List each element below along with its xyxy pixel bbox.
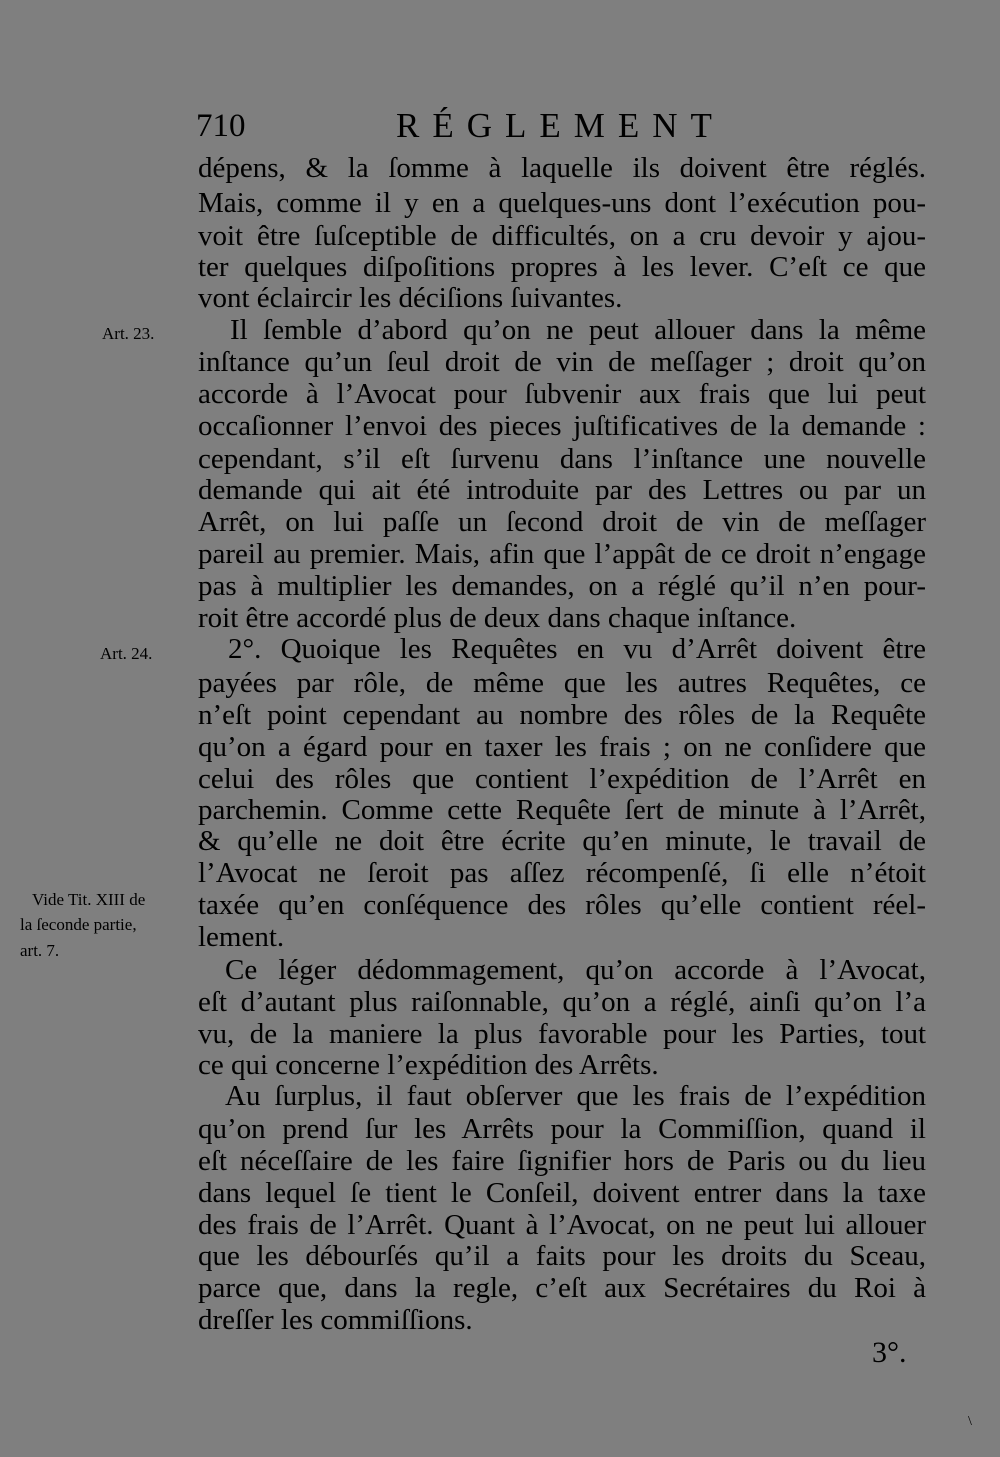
margin-note-cross-reference: art. 7. bbox=[20, 941, 60, 960]
text-line: payées par rôle, de même que les autres Requêtes, ce bbox=[198, 667, 926, 699]
text-line: parchemin. Comme cette Requête ſert de minute à l’Arrêt, bbox=[198, 794, 926, 826]
margin-note-article-23: Art. 23. bbox=[102, 324, 155, 343]
page-corner-mark: \ bbox=[968, 1414, 972, 1429]
margin-note-cross-reference: la ſeconde partie, bbox=[20, 915, 137, 934]
text-line: que les débourſés qu’il a faits pour les droits du Sceau, bbox=[198, 1240, 926, 1272]
text-line: l’Avocat ne ſeroit pas aſſez récompenſé, ſi elle n’étoit bbox=[198, 857, 926, 889]
text-line: voit être ſuſceptible de difficultés, on a cru devoir y ajou- bbox=[198, 220, 926, 252]
text-line: cependant, s’il eſt ſurvenu dans l’inſtance une nouvelle bbox=[198, 443, 926, 475]
running-title: RÉGLEMENT bbox=[396, 106, 725, 145]
text-line: des frais de l’Arrêt. Quant à l’Avocat, on ne peut lui allouer bbox=[198, 1209, 926, 1241]
text-line: dépens, & la ſomme à laquelle ils doivent être réglés. bbox=[198, 152, 926, 184]
text-line: Ce léger dédommagement, qu’on accorde à l’Avocat, bbox=[225, 954, 926, 986]
text-line: Arrêt, on lui paſſe un ſecond droit de vin de meſſager bbox=[198, 506, 926, 538]
text-line: inſtance qu’un ſeul droit de vin de meſſager ; droit qu’on bbox=[198, 346, 926, 378]
text-line: demande qui ait été introduite par des Lettres ou par un bbox=[198, 474, 926, 506]
text-line: lement. bbox=[198, 921, 285, 953]
text-line: qu’on prend ſur les Arrêts pour la Commiſſion, quand il bbox=[198, 1113, 926, 1145]
text-line: parce que, dans la regle, c’eſt aux Secrétaires du Roi à bbox=[198, 1272, 926, 1304]
margin-note-cross-reference: Vide Tit. XIII de bbox=[32, 890, 146, 909]
text-line: taxée qu’en conſéquence des rôles qu’elle contient réel- bbox=[198, 889, 926, 921]
page-number: 710 bbox=[196, 108, 246, 144]
text-line: celui des rôles que contient l’expédition de l’Arrêt en bbox=[198, 763, 926, 795]
text-line: eſt d’autant plus raiſonnable, qu’on a réglé, ainſi qu’on l’a bbox=[198, 986, 926, 1018]
text-line: occaſionner l’envoi des pieces juſtificatives de la demande : bbox=[198, 410, 926, 442]
text-line: Il ſemble d’abord qu’on ne peut allouer dans la même bbox=[230, 314, 926, 346]
text-line: vont éclaircir les déciſions ſuivantes. bbox=[198, 282, 623, 314]
margin-note-article-24: Art. 24. bbox=[100, 644, 153, 663]
text-line: dreſſer les commiſſions. bbox=[198, 1304, 473, 1336]
text-line: n’eſt point cependant au nombre des rôles de la Requête bbox=[198, 699, 926, 731]
text-line: pareil au premier. Mais, afin que l’appât de ce droit n’engage bbox=[198, 538, 926, 570]
text-line: ter quelques diſpoſitions propres à les lever. C’eſt ce que bbox=[198, 251, 926, 283]
text-line: vu, de la maniere la plus favorable pour les Parties, tout bbox=[198, 1018, 926, 1050]
catchword: 3°. bbox=[872, 1336, 907, 1369]
text-line: qu’on a égard pour en taxer les frais ; on ne conſidere que bbox=[198, 731, 926, 763]
text-line: & qu’elle ne doit être écrite qu’en minute, le travail de bbox=[198, 825, 926, 857]
text-line: 2°. Quoique les Requêtes en vu d’Arrêt doivent être bbox=[228, 633, 926, 665]
text-line: eſt néceſſaire de les faire ſignifier hors de Paris ou du lieu bbox=[198, 1145, 926, 1177]
text-line: Au ſurplus, il faut obſerver que les frais de l’expédition bbox=[225, 1080, 926, 1112]
text-line: roit être accordé plus de deux dans chaque inſtance. bbox=[198, 602, 797, 634]
text-line: ce qui concerne l’expédition des Arrêts. bbox=[198, 1049, 659, 1081]
text-line: pas à multiplier les demandes, on a réglé qu’il n’en pour- bbox=[198, 570, 926, 602]
text-line: accorde à l’Avocat pour ſubvenir aux frais que lui peut bbox=[198, 378, 926, 410]
text-line: Mais, comme il y en a quelques-uns dont l’exécution pou- bbox=[198, 187, 926, 219]
text-line: dans lequel ſe tient le Conſeil, doivent entrer dans la taxe bbox=[198, 1177, 926, 1209]
